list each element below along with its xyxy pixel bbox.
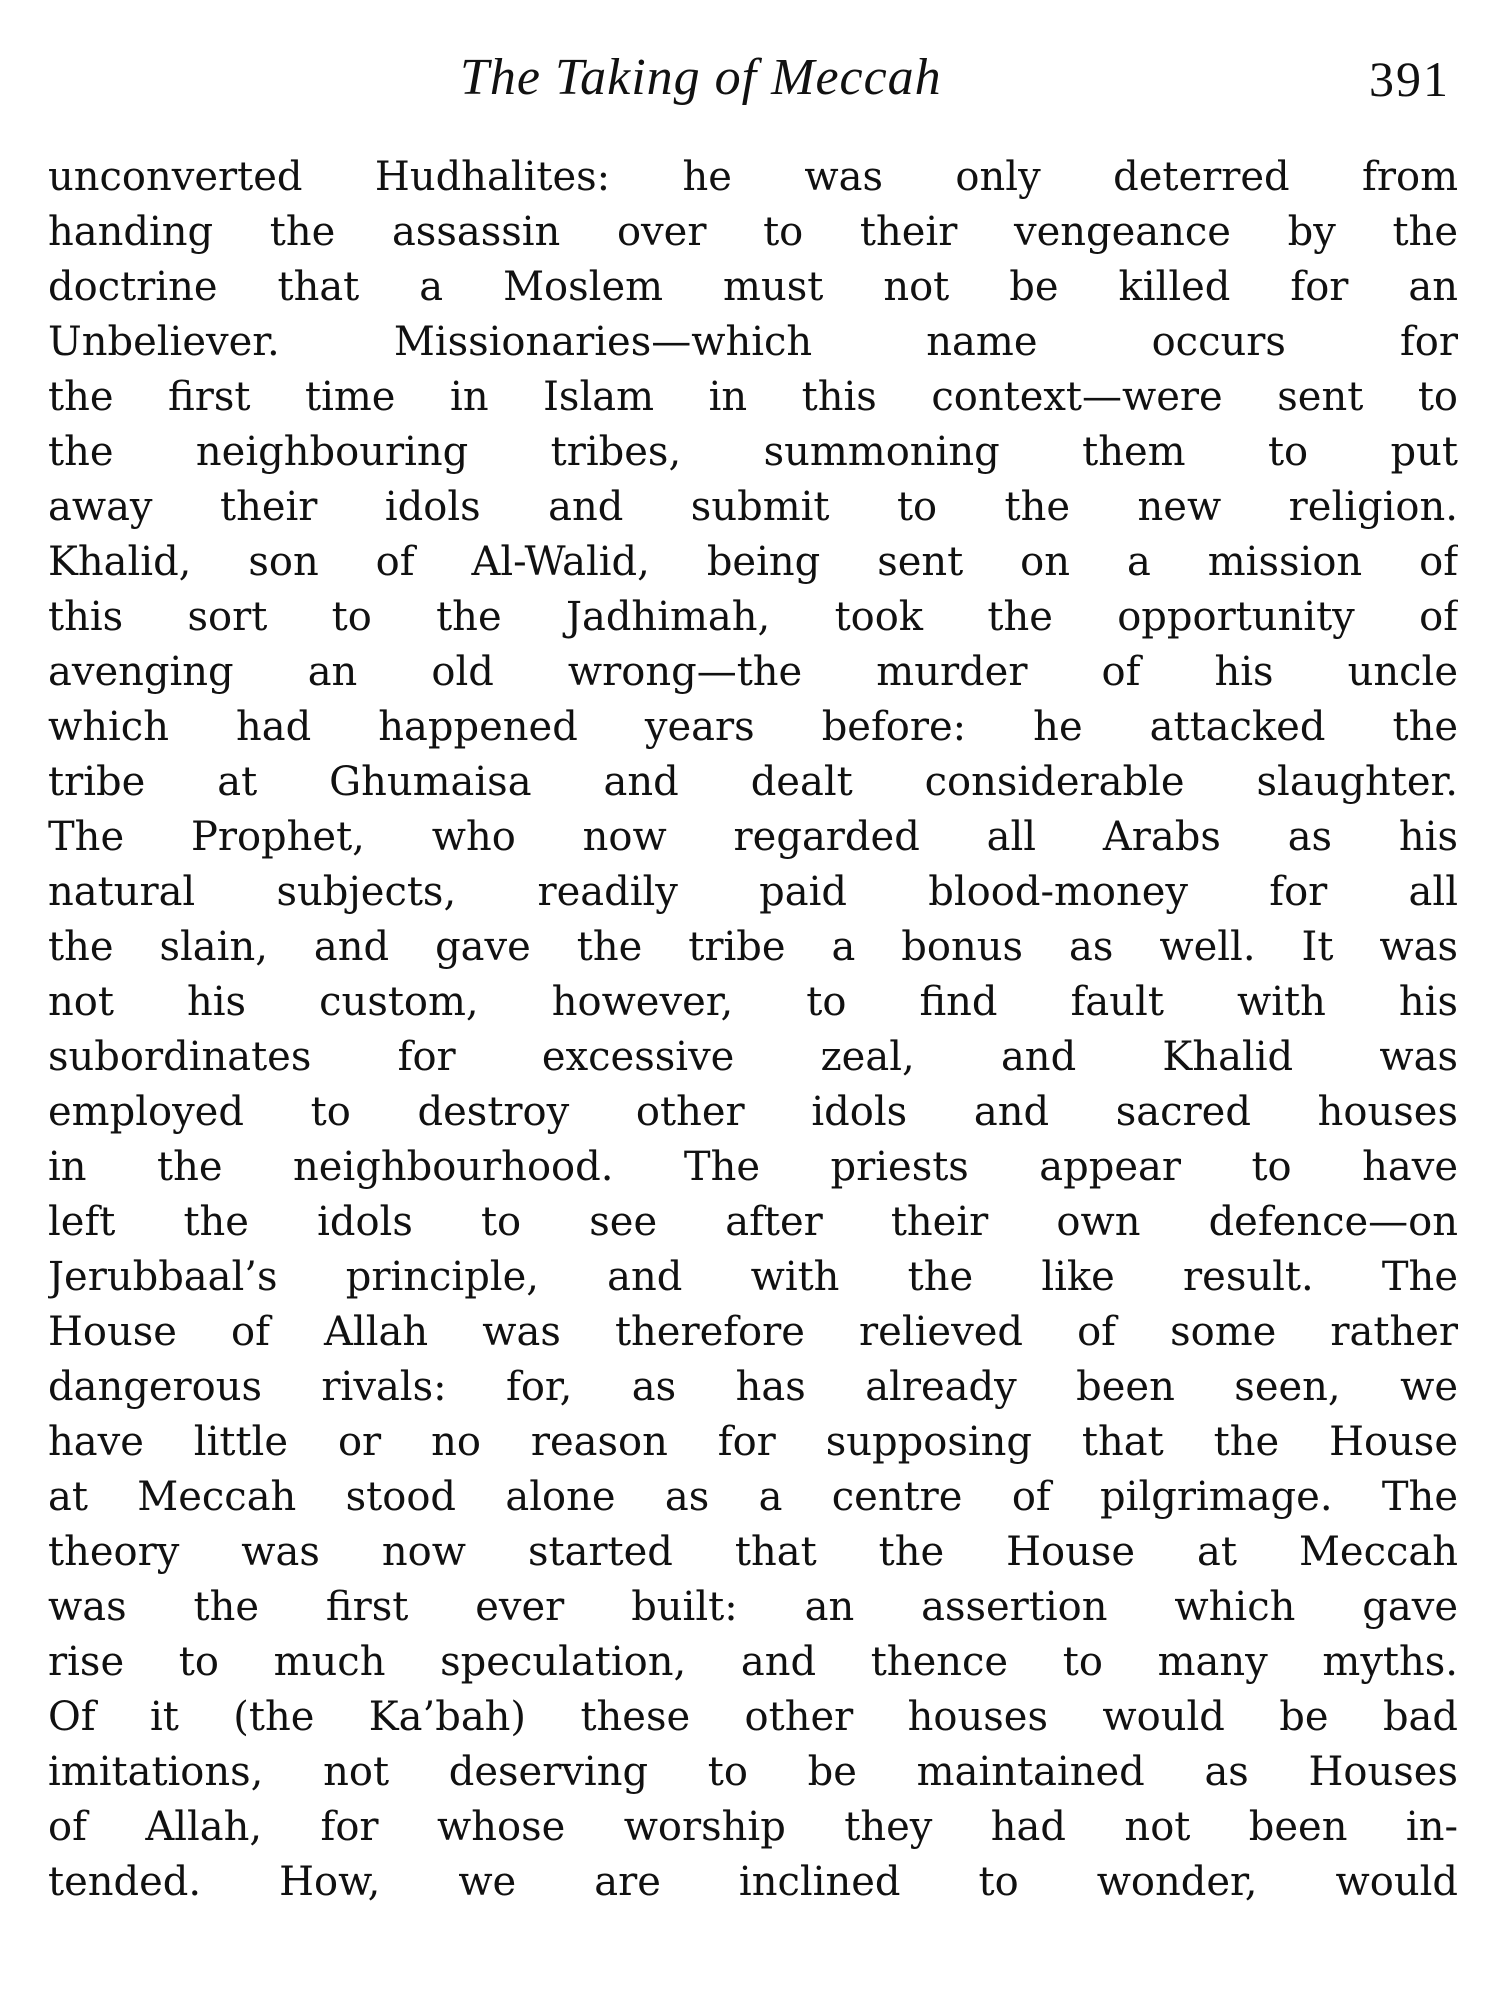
text-line: Of it (the Ka’bah) these other houses would be bad xyxy=(48,1694,1458,1740)
text-line: was the first ever built: an assertion which gave xyxy=(48,1584,1458,1630)
text-line: not his custom, however, to find fault with his xyxy=(48,979,1458,1025)
text-line: tribe at Ghumaisa and dealt considerable slaughter. xyxy=(48,759,1458,805)
text-line: imitations, not deserving to be maintained as Houses xyxy=(48,1749,1458,1795)
page-number: 391 xyxy=(1369,51,1450,107)
text-line: natural subjects, readily paid blood-money for all xyxy=(48,869,1458,915)
running-title: The Taking of Meccah xyxy=(460,49,942,106)
text-line: of Allah, for whose worship they had not been in- xyxy=(48,1804,1458,1850)
body-text xyxy=(48,150,1458,1910)
text-line: doctrine that a Moslem must not be killed for an xyxy=(48,264,1458,310)
text-line: employed to destroy other idols and sacred houses xyxy=(48,1089,1458,1135)
text-line: dangerous rivals: for, as has already been seen, we xyxy=(48,1364,1458,1410)
text-line: theory was now started that the House at Meccah xyxy=(48,1529,1458,1575)
text-line: rise to much speculation, and thence to many myths. xyxy=(48,1639,1458,1685)
text-line: which had happened years before: he attacked the xyxy=(48,704,1458,750)
text-line: The Prophet, who now regarded all Arabs as his xyxy=(48,814,1458,860)
text-line: tended. How, we are inclined to wonder, would xyxy=(48,1859,1458,1905)
running-head xyxy=(40,48,1460,118)
text-line: this sort to the Jadhimah, took the opportunity of xyxy=(48,594,1458,640)
text-line: Jerubbaal’s principle, and with the like result. The xyxy=(48,1254,1458,1300)
text-line: Unbeliever. Missionaries—which name occurs for xyxy=(48,319,1458,365)
text-line: avenging an old wrong—the murder of his uncle xyxy=(48,649,1458,695)
text-line: at Meccah stood alone as a centre of pilgrimage. The xyxy=(48,1474,1458,1520)
text-line: have little or no reason for supposing that the House xyxy=(48,1419,1458,1465)
text-line: handing the assassin over to their vengeance by the xyxy=(48,209,1458,255)
text-line: the first time in Islam in this context—were sent to xyxy=(48,374,1458,420)
text-line: the neighbouring tribes, summoning them to put xyxy=(48,429,1458,475)
text-line: unconverted Hudhalites: he was only deterred from xyxy=(48,154,1458,200)
text-line: left the idols to see after their own defence—on xyxy=(48,1199,1458,1245)
text-line: in the neighbourhood. The priests appear to have xyxy=(48,1144,1458,1190)
text-line: Khalid, son of Al-Walid, being sent on a mission of xyxy=(48,539,1458,585)
text-line: House of Allah was therefore relieved of some rather xyxy=(48,1309,1458,1355)
text-line: away their idols and submit to the new religion. xyxy=(48,484,1458,530)
text-line: subordinates for excessive zeal, and Khalid was xyxy=(48,1034,1458,1080)
text-line: the slain, and gave the tribe a bonus as well. It was xyxy=(48,924,1458,970)
